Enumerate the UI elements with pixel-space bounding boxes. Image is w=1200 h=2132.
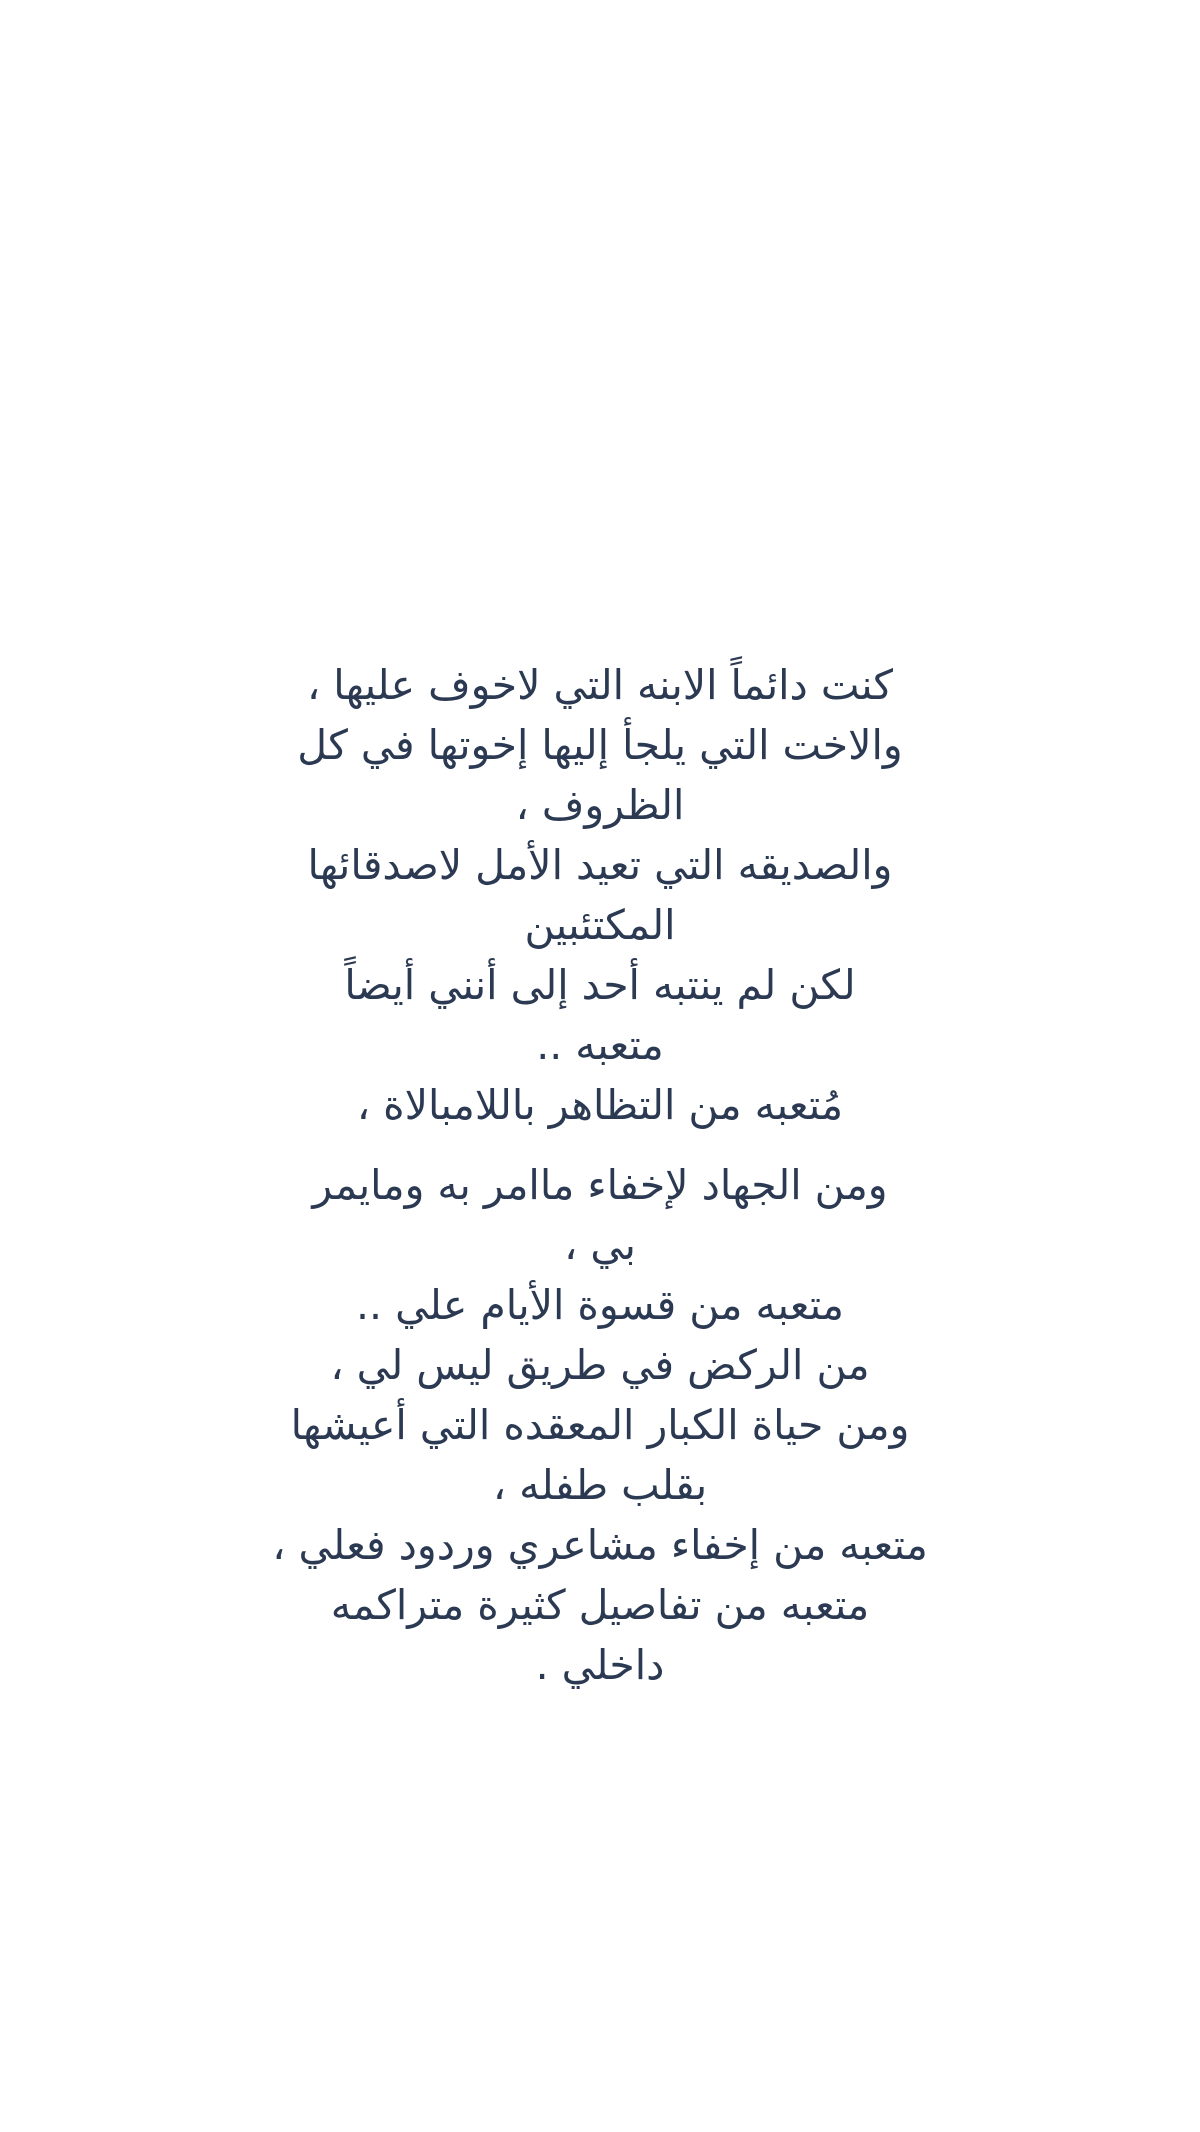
poem-line: المكتئبين (524, 901, 676, 949)
poem-line: متعبه من قسوة الأيام علي .. (356, 1281, 844, 1329)
poem-line: الظروف ، (515, 781, 685, 829)
poem-line: متعبه من إخفاء مشاعري وردود فعلي ، (272, 1521, 928, 1569)
poem-line: ومن حياة الكبار المعقده التي أعيشها (290, 1401, 910, 1449)
poem-line: متعبه .. (536, 1021, 664, 1069)
poem-text-block (0, 655, 1200, 1695)
poem-line: من الركض في طريق ليس لي ، (330, 1341, 870, 1389)
poem-line: بقلب طفله ، (492, 1461, 708, 1509)
poem-line: مُتعبه من التظاهر باللامبالاة ، (356, 1081, 844, 1129)
poem-line: كنت دائماً الابنه التي لاخوف عليها ، (306, 661, 893, 709)
poem-line: متعبه من تفاصيل كثيرة متراكمه (330, 1581, 870, 1629)
poem-line: والاخت التي يلجأ إليها إخوتها في كل (297, 721, 903, 769)
poem-line: ومن الجهاد لإخفاء ماامر به ومايمر (312, 1161, 888, 1209)
poem-line: والصديقه التي تعيد الأمل لاصدقائها (307, 841, 893, 889)
poem-line: لكن لم ينتبه أحد إلى أنني أيضاً (344, 961, 856, 1009)
poem-line: بي ، (564, 1221, 636, 1269)
poem-line: داخلي . (535, 1641, 665, 1689)
